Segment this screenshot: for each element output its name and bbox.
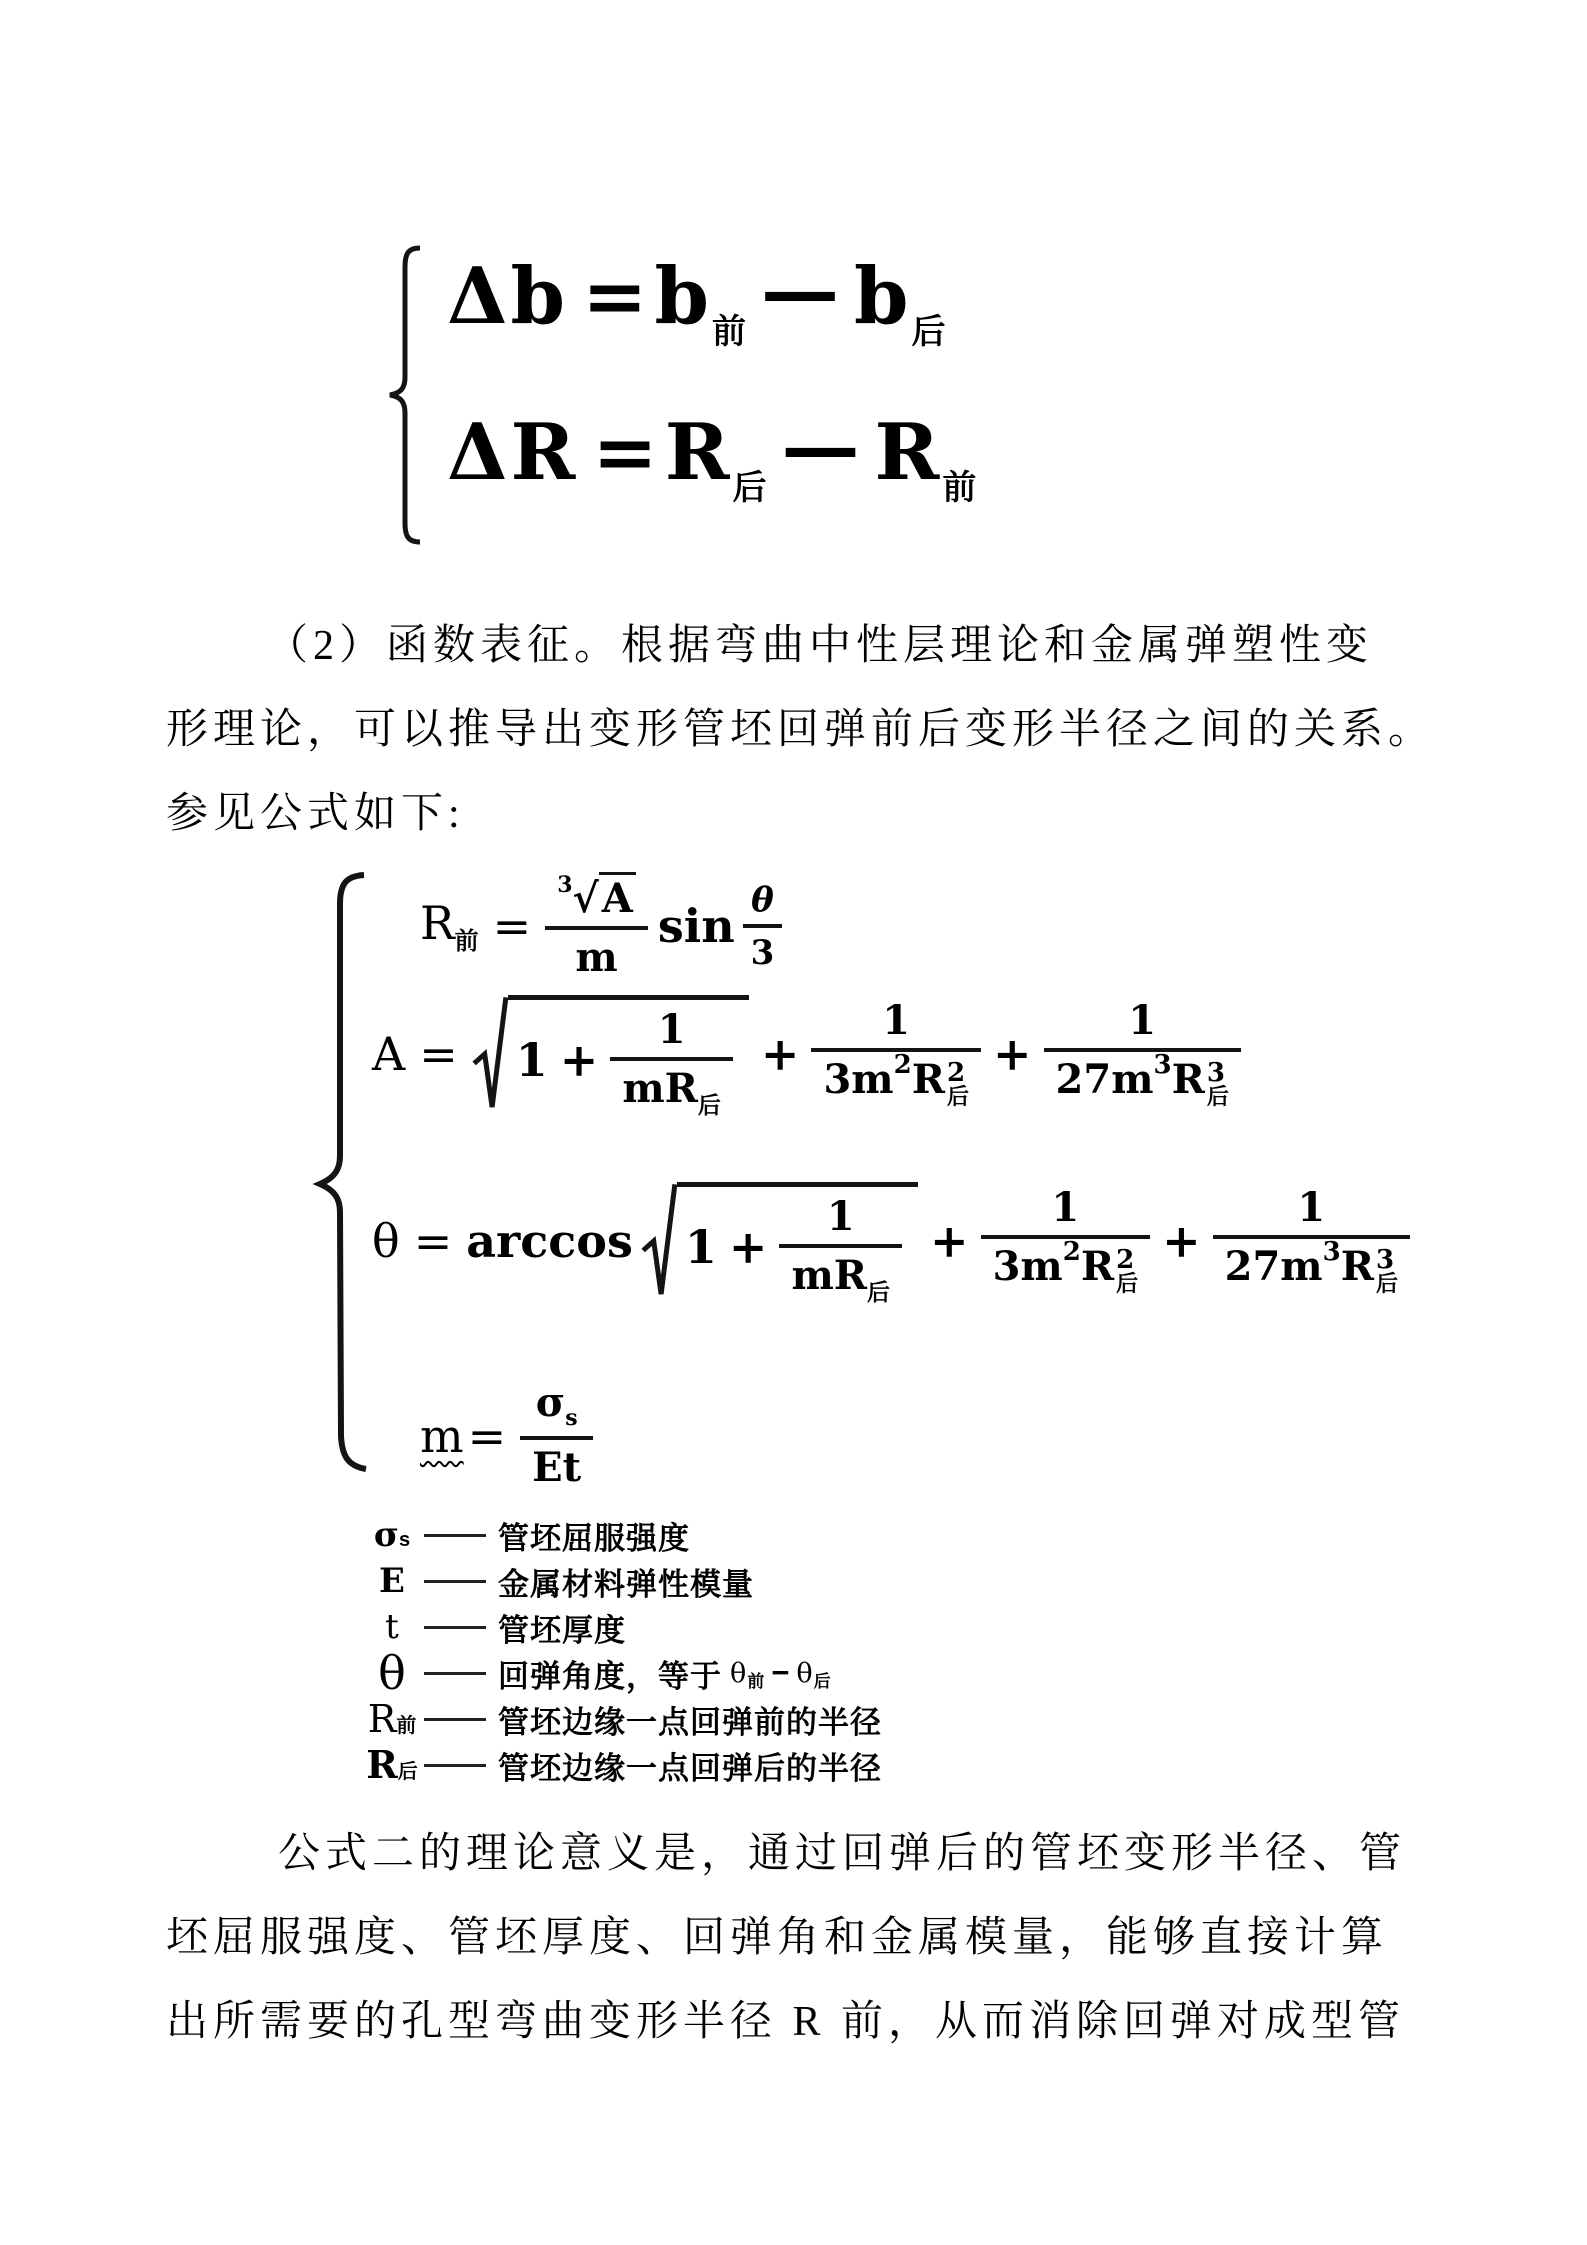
fraction-theta-over-3: [743, 879, 783, 973]
denominator-3m2r2-hou: 3m $^2$ R 2 后: [823, 1049, 969, 1109]
left-brace-icon: [300, 872, 370, 1472]
paragraph-line: 参见公式如下:: [166, 791, 465, 837]
square-root: [472, 995, 749, 1118]
legend-row-sigma: [366, 1512, 882, 1558]
numerator-theta: θ: [751, 879, 774, 920]
legend-row-r-hou: [366, 1742, 882, 1788]
term-r-qian: R: [874, 407, 941, 498]
cube-root-a: $^3$√A: [545, 874, 648, 926]
legend-desc: 回弹角度，等于 θ 前 − θ 后: [498, 1655, 832, 1694]
exponent-2: 2: [1062, 1236, 1081, 1267]
plus-sign: +: [992, 1027, 1032, 1081]
legend-desc: 管坯厚度: [498, 1612, 626, 1648]
exponent-3: 3: [1206, 1057, 1225, 1088]
minus-sign: —: [760, 245, 840, 336]
subscript-qian: 前: [711, 313, 747, 351]
legend-desc: 管坯屈服强度: [498, 1520, 690, 1556]
paragraph-line: 坯屈服强度、管坯厚度、回弹角和金属模量，能够直接计算: [166, 1915, 1389, 1961]
denominator-et: Et: [532, 1444, 582, 1491]
legend-dash: [424, 1672, 486, 1675]
fraction-sigma-s-over-et: [520, 1379, 593, 1491]
equals-sign: =: [419, 1027, 458, 1081]
symbol-r-qian: R 前: [367, 1697, 417, 1741]
formula-theta: [372, 1182, 1410, 1305]
formula-a: [372, 995, 1241, 1118]
lhs-theta: θ: [372, 1214, 400, 1268]
plus-sign: +: [559, 1032, 599, 1087]
plus-sign: +: [728, 1219, 768, 1274]
sin-function: sin: [657, 899, 735, 953]
legend-dash: [424, 1534, 486, 1537]
subscript-hou: 后: [1375, 1270, 1398, 1296]
legend-desc: 金属材料弹性模量: [498, 1566, 754, 1602]
legend-dash: [424, 1764, 486, 1767]
equation-delta-b: [447, 245, 947, 352]
exponent-2: 2: [893, 1049, 912, 1080]
symbol-r-hou: R 后: [366, 1742, 418, 1787]
lhs-a: A: [372, 1027, 406, 1081]
delta-symbol: Δ: [447, 407, 509, 498]
legend-dash: [424, 1580, 486, 1583]
plus-sign: +: [760, 1027, 800, 1081]
subscript-qian: 前: [747, 1671, 766, 1691]
equals-sign: =: [467, 1408, 507, 1463]
radical-sign-icon: [641, 1182, 677, 1300]
denominator-27m3r3-hou: 27m $^3$ R 3 后: [1055, 1049, 1229, 1109]
square-root: [641, 1182, 918, 1305]
plus-sign: +: [930, 1214, 969, 1268]
lhs-m: m: [420, 1408, 464, 1463]
paragraph-line: 出所需要的孔型弯曲变形半径 R 前，从而消除回弹对成型管: [166, 1999, 1406, 2045]
fraction-1-over-3m2r2: [811, 996, 981, 1109]
denominator-3: 3: [750, 932, 775, 973]
subscript-hou: 后: [867, 1279, 891, 1305]
one: 1: [515, 1032, 548, 1087]
intro-paragraph: [166, 604, 1434, 856]
exponent-2: 2: [946, 1057, 966, 1088]
minus-sign: −: [771, 1655, 791, 1690]
equals-sign: =: [413, 1214, 453, 1268]
legend-row-t: [366, 1604, 882, 1650]
subscript-hou: 后: [1206, 1083, 1229, 1109]
denominator-m: m: [575, 934, 618, 981]
left-brace-icon: [378, 245, 422, 545]
plus-sign: +: [1162, 1214, 1201, 1268]
numerator-sigma-s: $\sigma_s$: [535, 1379, 578, 1431]
symbol-theta: θ: [378, 1646, 406, 1700]
minus-sign: —: [781, 401, 861, 492]
legend-desc: 管坯边缘一点回弹前的半径: [498, 1704, 882, 1740]
subscript-hou: 后: [813, 1671, 832, 1691]
arccos-function: arccos: [466, 1214, 633, 1268]
equals-sign: =: [592, 407, 659, 498]
term-b-qian: b: [654, 251, 710, 342]
var-b: b: [510, 251, 567, 342]
symbol-t: t: [385, 1607, 399, 1647]
formula-r-qian: [420, 872, 782, 981]
subscript-qian: 前: [454, 928, 479, 956]
one: 1: [684, 1219, 717, 1274]
numerator-1: 1: [882, 996, 911, 1044]
legend-dash: [424, 1718, 486, 1721]
sup-sub-stack: [946, 1057, 969, 1109]
legend-row-e: [366, 1558, 882, 1604]
radicand: [677, 1182, 918, 1305]
lhs-r: $R_前$: [420, 895, 479, 956]
numerator-1: 1: [1297, 1183, 1326, 1231]
sup-sub-stack: [1206, 1057, 1229, 1109]
formula-m: [420, 1379, 593, 1491]
subscript-hou: 后: [697, 1092, 721, 1118]
fraction-1-over-mr-hou: [610, 1006, 733, 1118]
fraction-1-over-27m3r3: [1044, 996, 1241, 1109]
denominator-3m2r2-hou: 3m $^2$ R 2 后: [992, 1236, 1139, 1296]
subscript-hou: 后: [911, 313, 947, 351]
equals-sign: =: [582, 251, 649, 342]
term-b-hou: b: [853, 251, 910, 342]
fraction-1-over-3m2r2: [981, 1183, 1151, 1296]
fraction-1-over-27m3r3: [1213, 1183, 1410, 1296]
sup-sub-stack: [1375, 1244, 1398, 1296]
paragraph-line: 公式二的理论意义是，通过回弹后的管坯变形半径、管: [278, 1831, 1407, 1877]
numerator-1: 1: [826, 1193, 855, 1240]
sup-sub-stack: [1116, 1244, 1139, 1296]
subscript-hou: 后: [1116, 1270, 1139, 1296]
subscript-hou: 后: [732, 469, 768, 507]
exponent-3: 3: [1153, 1049, 1172, 1080]
exponent-3: 3: [1322, 1236, 1341, 1267]
subscript-hou: 后: [946, 1083, 969, 1109]
symbol-e: E: [379, 1561, 405, 1601]
numerator-1: 1: [1051, 1183, 1080, 1231]
paragraph-line: （2）函数表征。根据弯曲中性层理论和金属弹塑性变: [266, 623, 1374, 669]
symbol-sigma-s: σ s: [373, 1515, 411, 1555]
theta-qian: θ: [730, 1657, 748, 1689]
paragraph-line: 形理论，可以推导出变形管坯回弹前后变形半径之间的关系。: [166, 707, 1436, 753]
numerator-1: 1: [657, 1006, 686, 1053]
radicand: [508, 995, 749, 1118]
denominator-27m3r3-hou: 27m $^3$ R 3 后: [1224, 1236, 1398, 1296]
legend-row-r-qian: [366, 1696, 882, 1742]
conclusion-paragraph: [166, 1812, 1434, 2064]
term-r-hou: R: [664, 407, 731, 498]
equals-sign: =: [492, 899, 532, 953]
theta-hou: θ: [796, 1657, 814, 1689]
legend-row-theta: [366, 1646, 882, 1700]
fraction-cuberoot-a-over-m: [545, 872, 648, 981]
exponent-2: 2: [1116, 1244, 1135, 1275]
radical-sign-icon: [472, 995, 508, 1113]
fraction-1-over-mr-hou: [779, 1193, 902, 1305]
delta-symbol: Δ: [447, 251, 509, 342]
legend-desc: 管坯边缘一点回弹后的半径: [498, 1750, 882, 1786]
subscript-qian: 前: [942, 469, 978, 507]
subscript-s: s: [565, 1405, 578, 1431]
denominator-mr-hou: mR 后: [791, 1252, 891, 1305]
numerator-1: 1: [1128, 996, 1157, 1044]
equation-delta-r: [447, 401, 978, 508]
var-r: R: [510, 407, 577, 498]
exponent-3: 3: [1375, 1244, 1395, 1275]
legend-dash: [424, 1626, 486, 1629]
denominator-mr-hou: mR 后: [622, 1065, 721, 1118]
symbol-legend: [366, 1512, 882, 1788]
